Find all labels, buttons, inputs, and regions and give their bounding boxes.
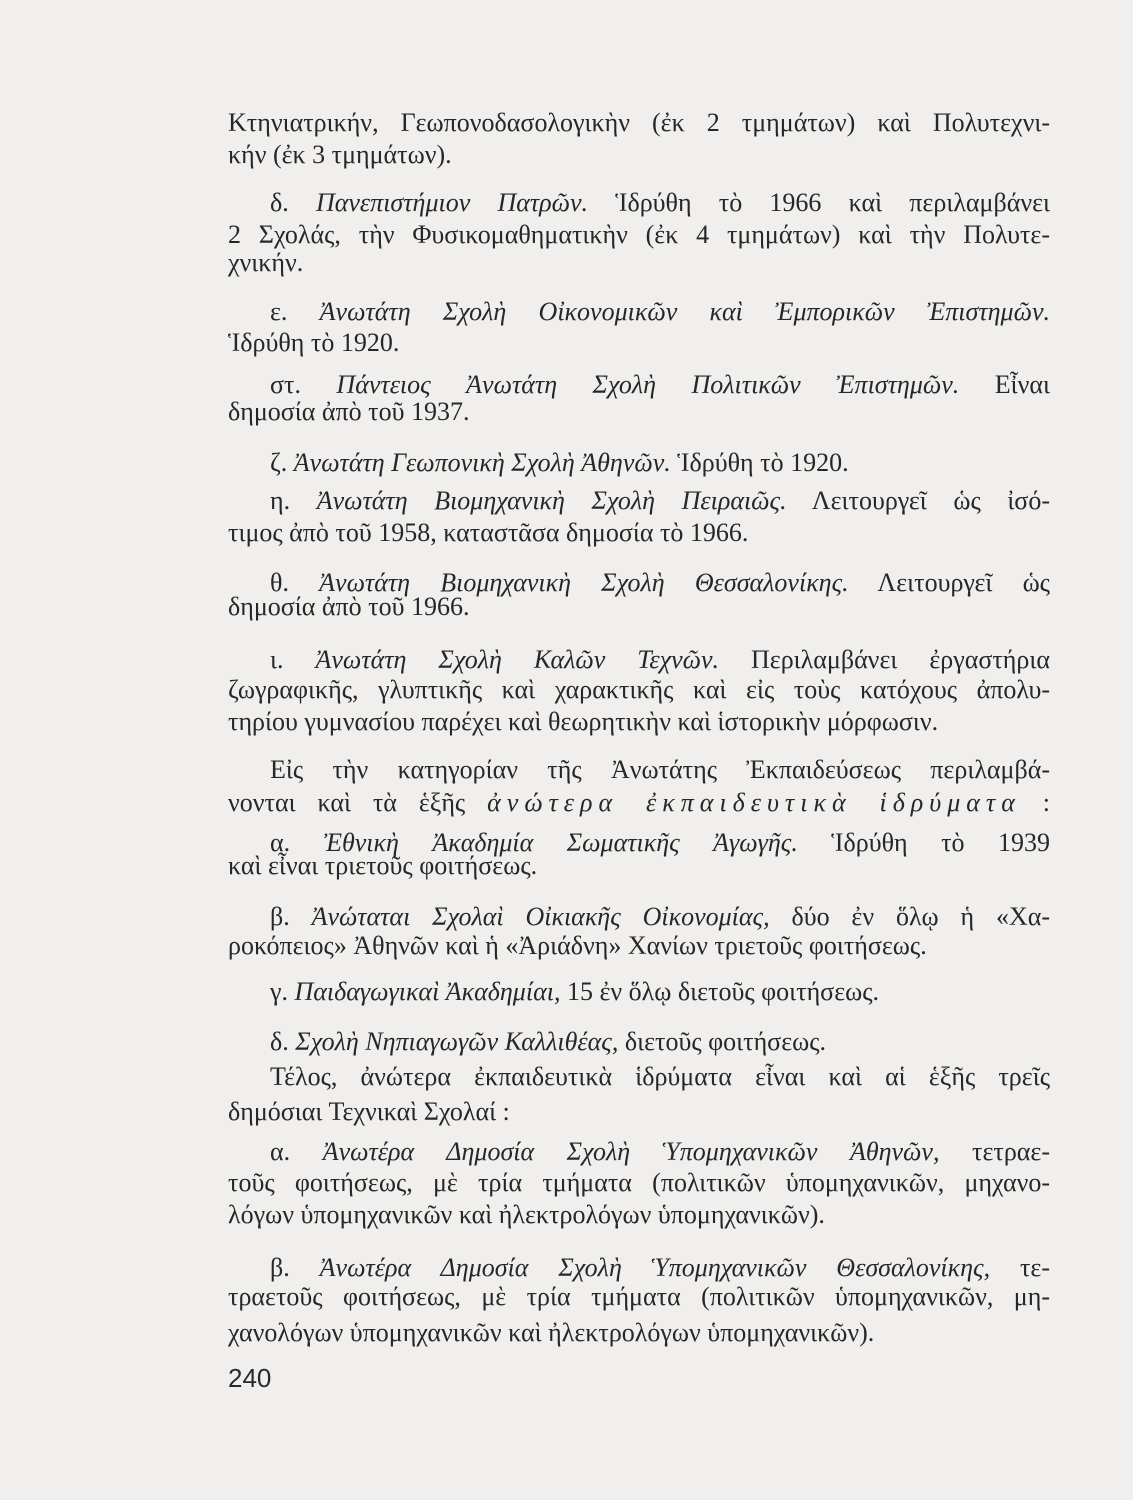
institution-name: Ἀνωτέρα Δημοσία Σχολὴ Ὑπομηχανικῶν Θεσσαλονίκης, (319, 1253, 991, 1282)
line-text: Ἱδρύθη τὸ 1920. (228, 328, 400, 357)
text-line (270, 975, 1050, 1009)
item-marker: θ. (270, 568, 320, 597)
institution-name: Πάντειος Ἀνωτάτη Σχολὴ Πολιτικῶν Ἐπιστημῶν. (336, 370, 960, 399)
line-text: Εἰς τὴν κατηγορίαν τῆς Ἀνωτάτης Ἐκπαιδεύσεως περιλαμβά- (270, 755, 1050, 784)
line-text: Κτηνιατρικήν, Γεωπονοδασολογικὴν (ἐκ 2 τμημάτων) καὶ Πολυτεχνι- (228, 108, 1050, 137)
text-line (270, 1025, 1050, 1059)
text-line (228, 1095, 1050, 1129)
line-text: διετοῦς φοιτήσεως. (618, 1027, 827, 1056)
line-text: νονται καὶ τὰ ἑξῆς (228, 788, 488, 817)
institution-name: Ἀνωτάτη Βιομηχανικὴ Σχολὴ Θεσσαλονίκης. (319, 568, 849, 597)
line-text: τε- (990, 1253, 1051, 1282)
institution-name: Ἀνωτάτη Σχολὴ Καλῶν Τεχνῶν. (315, 645, 720, 674)
item-marker: ι. (270, 645, 316, 674)
text-line (228, 1280, 1050, 1314)
text-line (228, 138, 1050, 172)
text-line (228, 395, 1050, 429)
text-line (228, 673, 1050, 707)
line-text: κήν (ἐκ 3 τμημάτων). (228, 140, 452, 169)
line-text: χανολόγων ὑπομηχανικῶν καὶ ἠλεκτρολόγων ὑπομηχανικῶν). (228, 1318, 875, 1347)
text-line (228, 1316, 1050, 1350)
text-line (270, 1135, 1050, 1169)
line-text: τιμος ἀπὸ τοῦ 1958, καταστᾶσα δημοσία τὸ 1966. (228, 518, 749, 547)
text-line (270, 1060, 1050, 1094)
line-text: Ἱδρύθη τὸ 1920. (670, 448, 849, 477)
text-line (228, 590, 1050, 624)
item-marker: γ. (270, 977, 295, 1006)
institution-name: Σχολὴ Νηπιαγωγῶν Καλλιθέας, (295, 1027, 619, 1056)
spaced-emphasis: ἀνώτερα ἐκπαιδευτικὰ ἱδρύματα (487, 788, 1021, 817)
line-text: τοῦς φοιτήσεως, μὲ τρία τμήματα (πολιτικῶν ὑπομηχανικῶν, μηχανο- (228, 1168, 1050, 1197)
text-line (228, 929, 1050, 963)
item-marker: δ. (270, 188, 316, 217)
item-marker: ζ. (270, 448, 294, 477)
institution-name: Ἀνωτάτη Γεωπονικὴ Σχολὴ Ἀθηνῶν. (293, 448, 671, 477)
text-line (228, 246, 1050, 280)
line-text: τραετοῦς φοιτήσεως, μὲ τρία τμήματα (πολιτικῶν ὑπομηχανικῶν, μη- (228, 1282, 1050, 1311)
text-line (228, 1198, 1050, 1232)
line-text: τετραε- (939, 1137, 1050, 1166)
item-marker: α. (270, 828, 324, 857)
line-text: Τέλος, ἀνώτερα ἐκπαιδευτικὰ ἱδρύματα εἶναι καὶ αἱ ἑξῆς τρεῖς (270, 1062, 1050, 1091)
line-text: καὶ εἶναι τριετοῦς φοιτήσεως. (228, 851, 538, 880)
text-line (228, 1166, 1050, 1200)
line-text: δύο ἐν ὅλῳ ἡ «Χα- (769, 902, 1051, 931)
item-marker: β. (270, 1253, 320, 1282)
text-line (228, 786, 1050, 820)
institution-name: Ἀνωτάτη Βιομηχανικὴ Σχολὴ Πειραιῶς. (316, 486, 787, 515)
line-text: Ἱδρύθη τὸ 1966 καὶ περιλαμβάνει (588, 188, 1050, 217)
institution-name: Ἀνωτέρα Δημοσία Σχολὴ Ὑπομηχανικῶν Ἀθηνῶν, (322, 1137, 940, 1166)
line-text: Εἶναι (959, 370, 1051, 399)
institution-name: Παιδαγωγικαὶ Ἀκαδημίαι, (294, 977, 561, 1006)
text-line (228, 326, 1050, 360)
line-text: λόγων ὑπομηχανικῶν καὶ ἠλεκτρολόγων ὑπομηχανικῶν). (228, 1200, 825, 1229)
item-marker: β. (270, 902, 312, 931)
line-text: δημόσιαι Τεχνικαὶ Σχολαί : (228, 1097, 510, 1126)
text-line (270, 753, 1050, 787)
line-text: Περιλαμβάνει ἐργαστήρια (719, 645, 1050, 674)
institution-name: Πανεπιστήμιον Πατρῶν. (315, 188, 589, 217)
text-line (270, 484, 1050, 518)
item-marker: δ. (270, 1027, 296, 1056)
line-text: : (1020, 788, 1050, 817)
item-marker: ε. (270, 297, 320, 326)
item-marker: η. (270, 486, 317, 515)
text-line (228, 849, 1050, 883)
line-text: 15 ἐν ὅλῳ διετοῦς φοιτήσεως. (560, 977, 880, 1006)
line-text: χνικήν. (228, 248, 304, 277)
text-line (270, 643, 1050, 677)
text-line (228, 705, 1050, 739)
line-text: 2 Σχολάς, τὴν Φυσικομαθηματικὴν (ἐκ 4 τμημάτων) καὶ τὴν Πολυτε- (228, 220, 1050, 249)
text-line (270, 295, 1050, 329)
page-number: 240 (228, 1363, 272, 1393)
line-text: ροκόπειος» Ἀθηνῶν καὶ ἡ «Ἀριάδνη» Χανίων τριετοῦς φοιτήσεως. (228, 931, 927, 960)
line-text: Λειτουργεῖ ὡς ἰσό- (786, 486, 1050, 515)
line-text: δημοσία ἀπὸ τοῦ 1937. (228, 397, 470, 426)
line-text: ζωγραφικῆς, γλυπτικῆς καὶ χαρακτικῆς καὶ εἰς τοὺς κατόχους ἀπολυ- (228, 675, 1050, 704)
item-marker: στ. (270, 370, 337, 399)
text-line (270, 186, 1050, 220)
institution-name: Ἀνώταται Σχολαὶ Οἰκιακῆς Οἰκονομίας, (311, 902, 770, 931)
text-line (270, 446, 1050, 480)
line-text: δημοσία ἀπὸ τοῦ 1966. (228, 592, 470, 621)
text-line (228, 516, 1050, 550)
text-line (228, 106, 1050, 140)
item-marker: α. (270, 1137, 323, 1166)
line-text: Λειτουργεῖ ὡς (848, 568, 1050, 597)
institution-name: Ἐθνικὴ Ἀκαδημία Σωματικῆς Ἀγωγῆς. (323, 828, 798, 857)
line-text: Ἱδρύθη τὸ 1939 (797, 828, 1051, 857)
institution-name: Ἀνωτάτη Σχολὴ Οἰκονομικῶν καὶ Ἐμπορικῶν Ἐπιστημῶν. (319, 297, 1050, 326)
line-text: τηρίου γυμνασίου παρέχει καὶ θεωρητικὴν καὶ ἱστορικὴν μόρφωσιν. (228, 707, 939, 736)
